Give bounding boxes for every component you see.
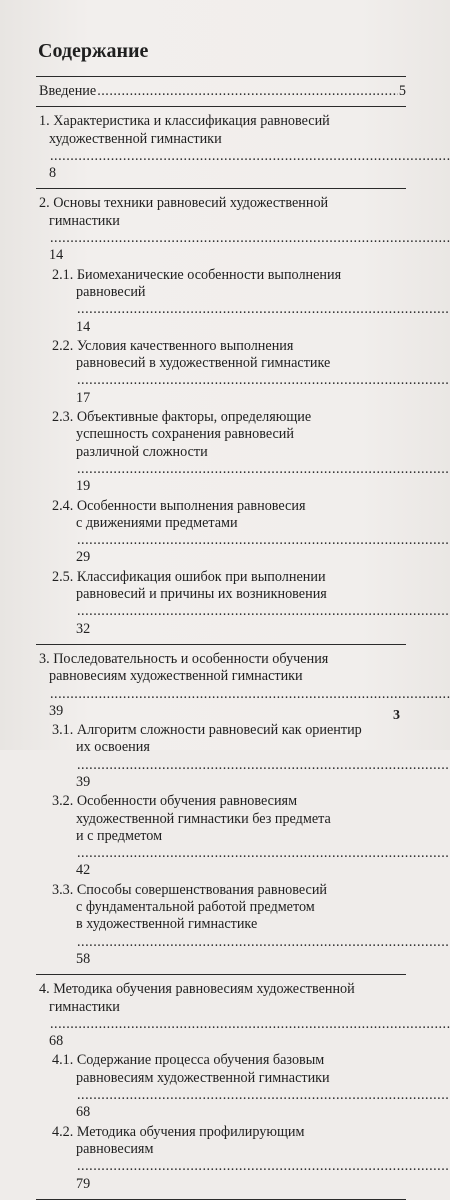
toc-entry-4-1[interactable] — [36, 1052, 406, 1121]
leader-dots — [50, 1016, 450, 1032]
leader-dots — [77, 1158, 450, 1174]
toc-page-number: 19 — [76, 478, 91, 495]
toc-entry-title-cont: их освоения — [76, 739, 150, 756]
toc-group-intro — [36, 77, 406, 107]
leader-dots — [50, 148, 450, 164]
leader-dots — [97, 83, 398, 100]
toc-page-number: 58 — [76, 950, 91, 967]
leader-dots — [77, 532, 450, 548]
toc-entry-3-3[interactable] — [36, 882, 406, 968]
toc-entry-title-cont: с движениями предметами — [76, 514, 238, 531]
toc-entry-title: 2.2. Условия качественного выполнения — [52, 337, 294, 354]
toc-entry-title-cont: художественной гимнастики без предмета — [76, 810, 331, 827]
toc-entry-title: 4.1. Содержание процесса обучения базовым — [52, 1052, 325, 1069]
toc-page-number: 42 — [76, 862, 91, 879]
toc-entry-title: 2.4. Особенности выполнения равновесия — [52, 497, 306, 514]
toc-entry-4-2[interactable] — [36, 1124, 406, 1193]
toc-entry-title-cont: художественной гимнастики — [49, 130, 222, 147]
toc-entry-title-cont: успешность сохранения равновесий — [76, 426, 294, 443]
toc-entry-2-1[interactable] — [36, 267, 406, 336]
toc-entry-2-3[interactable] — [36, 409, 406, 495]
toc-entry-title-cont: равновесиям художественной гимнастики — [76, 1069, 330, 1086]
toc-entry-intro[interactable] — [36, 83, 406, 100]
toc-entry-3-1[interactable] — [36, 722, 406, 791]
toc-entry-title-cont: равновесиям художественной гимнастики — [49, 668, 303, 685]
toc-entry-title: 2.1. Биомеханические особенности выполнения — [52, 266, 342, 283]
toc-entry-3-2[interactable] — [36, 793, 406, 879]
toc-entry-title-cont: равновесий в художественной гимнастике — [76, 355, 331, 372]
toc-entry-title: Введение — [39, 83, 97, 99]
toc-page-number: 32 — [76, 620, 91, 637]
toc-entry-title-cont: и с предметом — [76, 827, 163, 844]
toc-entry-title: 1. Характеристика и классификация равновесий — [39, 113, 330, 130]
table-of-contents — [36, 76, 406, 1200]
toc-page-number: 5 — [398, 83, 406, 99]
toc-entry-title-cont: гимнастики — [49, 998, 120, 1015]
toc-page-number: 29 — [76, 549, 91, 566]
toc-entry-title: 3.1. Алгоритм сложности равновесий как ориентир — [52, 722, 362, 739]
toc-group-chapter-3 — [36, 645, 406, 975]
toc-entry-title: 4. Методика обучения равновесиям художественной — [39, 981, 355, 998]
leader-dots — [77, 757, 450, 773]
toc-entry-title-cont: равновесий — [76, 283, 146, 300]
toc-page-number: 68 — [76, 1104, 91, 1121]
toc-entry-chapter-3[interactable] — [36, 651, 406, 720]
page-number: 3 — [393, 708, 400, 723]
toc-entry-title: 3. Последовательность и особенности обучения — [39, 650, 329, 667]
toc-page-number: 68 — [49, 1033, 64, 1050]
toc-entry-title-cont: различной сложности — [76, 443, 208, 460]
toc-entry-title: 3.3. Способы совершенствования равновесий — [52, 881, 328, 898]
toc-group-chapter-4 — [36, 975, 406, 1200]
leader-dots — [77, 461, 450, 477]
toc-group-chapter-2 — [36, 189, 406, 644]
toc-page-number: 79 — [76, 1175, 91, 1192]
leader-dots — [77, 301, 450, 317]
toc-entry-title: 3.2. Особенности обучения равновесиям — [52, 793, 298, 810]
toc-entry-chapter-1[interactable] — [36, 113, 406, 182]
toc-page-number: 39 — [76, 773, 91, 790]
toc-entry-chapter-4[interactable] — [36, 981, 406, 1050]
leader-dots — [77, 603, 450, 619]
leader-dots — [50, 686, 450, 702]
toc-page-number: 39 — [49, 702, 64, 719]
leader-dots — [77, 1087, 450, 1103]
toc-entry-title: 2.3. Объективные факторы, определяющие — [52, 409, 312, 426]
toc-page-number: 14 — [49, 247, 64, 264]
toc-entry-title-cont: в художественной гимнастике — [76, 916, 258, 933]
toc-page-number: 17 — [76, 389, 91, 406]
toc-entry-chapter-2[interactable] — [36, 195, 406, 264]
toc-entry-2-2[interactable] — [36, 338, 406, 407]
toc-entry-title: 2.5. Классификация ошибок при выполнении — [52, 568, 326, 585]
leader-dots — [77, 845, 450, 861]
leader-dots — [77, 372, 450, 388]
toc-page-number: 8 — [49, 165, 57, 182]
leader-dots — [77, 934, 450, 950]
toc-page-number: 14 — [76, 318, 91, 335]
toc-entry-2-5[interactable] — [36, 569, 406, 638]
toc-entry-title: 2. Основы техники равновесий художественной — [39, 195, 329, 212]
toc-entry-title: 4.2. Методика обучения профилирующим — [52, 1123, 305, 1140]
toc-entry-title-cont: равновесий и причины их возникновения — [76, 586, 327, 603]
toc-entry-title-cont: гимнастики — [49, 212, 120, 229]
toc-entry-title-cont: равновесиям — [76, 1140, 154, 1157]
toc-entry-2-4[interactable] — [36, 498, 406, 567]
leader-dots — [50, 230, 450, 246]
page-title: Содержание — [38, 40, 149, 62]
toc-group-chapter-1 — [36, 107, 406, 189]
toc-entry-title-cont: с фундаментальной работой предметом — [76, 899, 315, 916]
